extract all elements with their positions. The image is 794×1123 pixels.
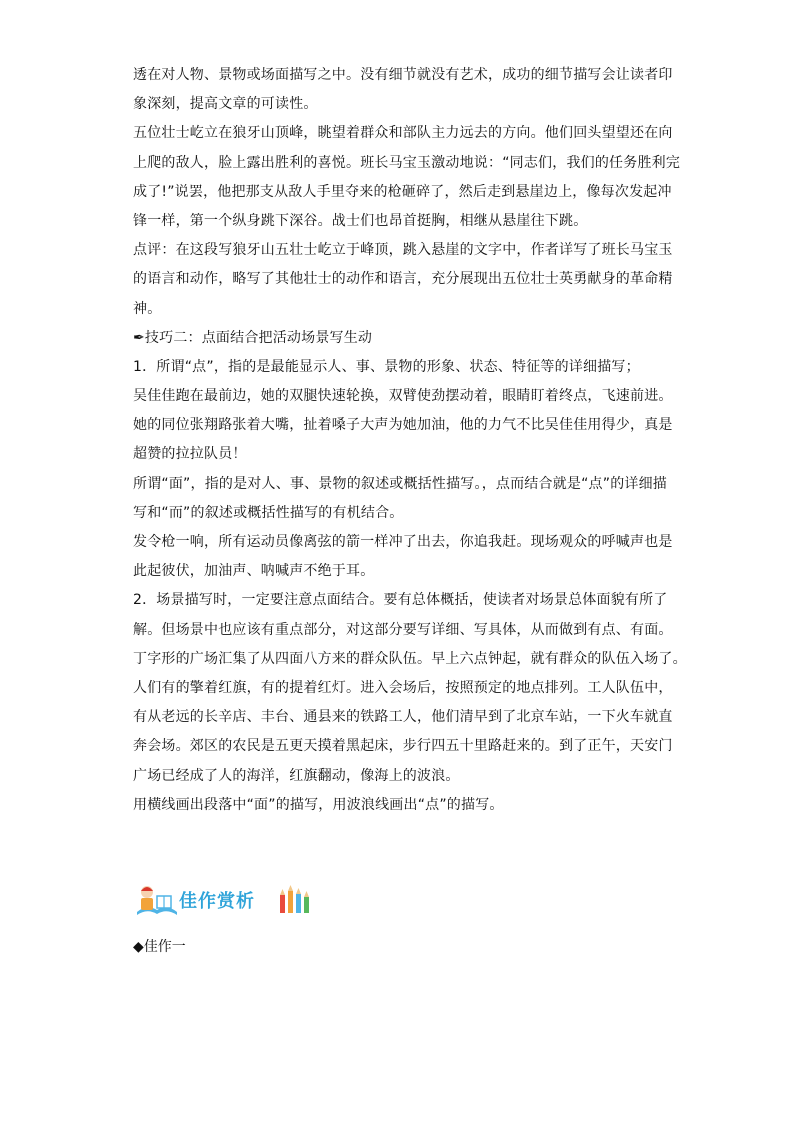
text-line: 所谓“面”，指的是对人、事、景物的叙述或概括性描写。，点而结合就是“点”的详细描	[133, 475, 668, 492]
text-line: 发令枪一响，所有运动员像离弦的箭一样冲了出去，你追我赶。现场观众的呼喊声也是	[133, 534, 673, 550]
text-line: 神。	[133, 300, 162, 317]
section-heading: ✒技巧二：点面结合把活动场景写生动	[133, 329, 373, 346]
section-banner	[135, 880, 315, 920]
text-line: 有从老远的长辛店、丰台、通县来的铁路工人，他们清早到了北京车站，一下火车就直	[133, 709, 673, 726]
text-line: 丁字形的广场汇集了从四面八方来的群众队伍。早上六点钟起，就有群众的队伍入场了。	[133, 650, 687, 667]
reading-child-icon	[135, 882, 179, 918]
text-line: 上爬的敌人，脸上露出胜利的喜悦。班长马宝玉激动地说：“同志们，我们的任务胜利完	[133, 154, 681, 171]
text-line: 点评：在这段写狼牙山五壮士屹立于峰顶，跳入悬崖的文字中，作者详写了班长马宝玉	[133, 242, 673, 259]
pencils-icon	[277, 885, 311, 915]
subheading: ◆佳作一	[133, 939, 186, 955]
text-line: 锋一样，第一个纵身跳下深谷。战士们也昂首挺胸，相继从悬崖往下跳。	[133, 212, 588, 229]
text-line: 吴佳佳跑在最前边，她的双腿快速轮换，双臂使劲摆动着，眼睛盯着终点，飞速前进。	[133, 388, 673, 405]
banner-title: 佳作赏析	[179, 891, 255, 912]
text-line: 人们有的擎着红旗，有的提着红灯。进入会场后，按照预定的地点排列。工人队伍中，	[133, 679, 673, 696]
text-line: 的语言和动作，略写了其他壮士的动作和语言，充分展现出五位壮士英勇献身的革命精	[133, 271, 673, 288]
text-line: 五位壮士屹立在狼牙山顶峰，眺望着群众和部队主力远去的方向。他们回头望望还在向	[133, 125, 673, 142]
text-line: 此起彼伏，加油声、呐喊声不绝于耳。	[133, 563, 375, 580]
text-line: 用横线画出段落中“面”的描写，用波浪线画出“点”的描写。	[133, 796, 504, 813]
text-line: 超赞的拉拉队员！	[133, 446, 247, 463]
text-line: 她的同位张翔路张着大嘴，扯着嗓子大声为她加油，他的力气不比吴佳佳用得少，真是	[133, 417, 673, 434]
text-line: 透在对人物、景物或场面描写之中。没有细节就没有艺术，成功的细节描写会让读者印	[133, 67, 673, 83]
text-line: 解。但场景中也应该有重点部分，对这部分要写详细、写具体，从而做到有点、有面。	[133, 621, 673, 638]
text-line: 1．所谓“点”，指的是最能显示人、事、景物的形象、状态、特征等的详细描写；	[133, 358, 640, 375]
text-line: 成了!”说罢，他把那支从敌人手里夺来的枪砸碎了，然后走到悬崖边上，像每次发起冲	[133, 183, 672, 200]
text-line: 奔会场。郊区的农民是五更天摸着黑起床，步行四五十里路赶来的。到了正午，天安门	[133, 738, 673, 755]
text-line: 广场已经成了人的海洋，红旗翻动，像海上的波浪。	[133, 767, 460, 784]
text-line: 象深刻，提高文章的可读性。	[133, 96, 318, 113]
body-text	[133, 61, 687, 820]
text-line: 写和“而”的叙述或概括性描写的有机结合。	[133, 504, 404, 521]
text-line: 2．场景描写时，一定要注意点面结合。要有总体概括，使读者对场景总体面貌有所了	[133, 592, 668, 609]
